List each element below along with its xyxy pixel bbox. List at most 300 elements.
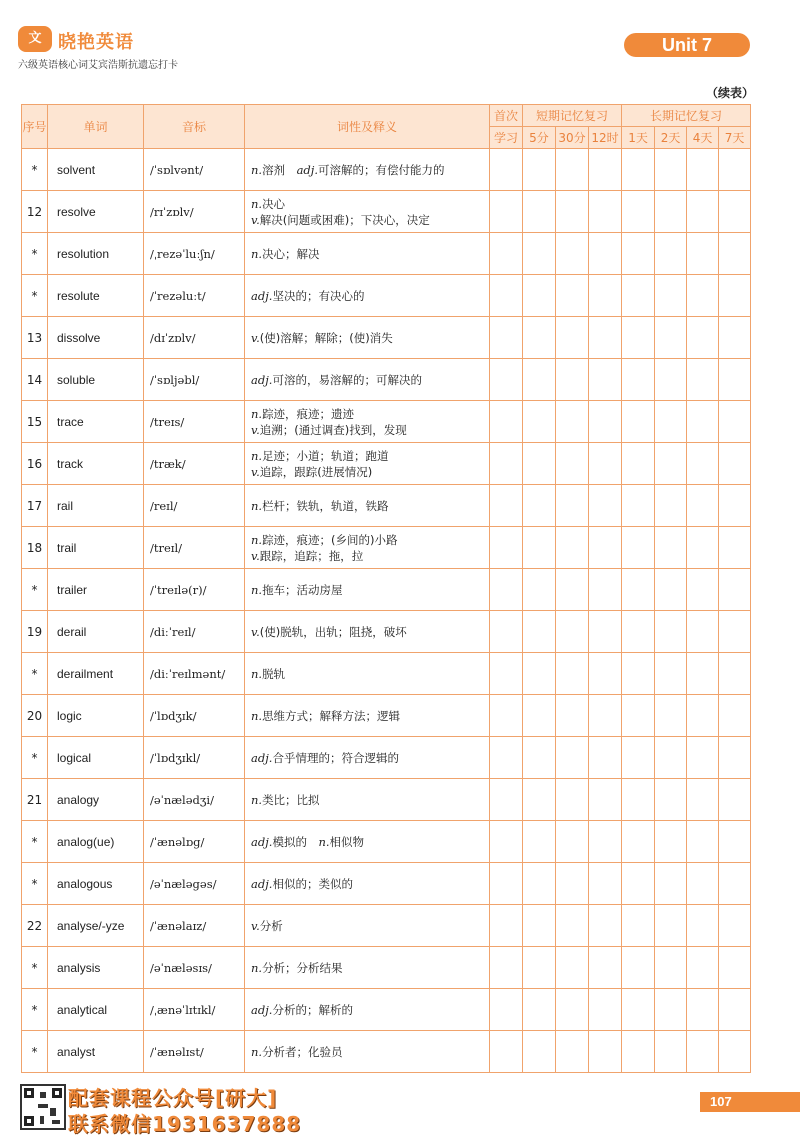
definition-segment [251,667,285,681]
review-checkbox-cell[interactable] [655,779,687,821]
row-phonetic: /ˈsɒljəbl/ [144,359,245,401]
review-checkbox-cell[interactable] [523,653,556,695]
review-checkbox-cell[interactable] [622,779,655,821]
review-checkbox-cell[interactable] [655,737,687,779]
review-checkbox-cell[interactable] [622,485,655,527]
review-checkbox-cell[interactable] [490,317,523,359]
review-checkbox-cell[interactable] [556,779,589,821]
review-checkbox-cell[interactable] [490,149,523,191]
table-row [22,821,751,863]
review-checkbox-cell[interactable] [556,149,589,191]
header-short-term: 短期记忆复习 [523,105,622,127]
definition-segment [251,961,343,975]
review-checkbox-cell[interactable] [687,989,719,1031]
page-footer [0,1076,800,1142]
review-checkbox-cell[interactable] [589,863,622,905]
review-checkbox-cell[interactable] [523,485,556,527]
row-word: analogy [48,779,144,821]
row-index: * [22,569,48,611]
review-checkbox-cell[interactable] [719,905,751,947]
review-checkbox-cell[interactable] [523,569,556,611]
review-checkbox-cell[interactable] [556,611,589,653]
review-checkbox-cell[interactable] [490,191,523,233]
review-checkbox-cell[interactable] [719,359,751,401]
meaning-text: 追溯；(通过调查)找到，发现 [259,422,407,437]
review-checkbox-cell[interactable] [655,611,687,653]
meaning-text: 相似物 [329,834,365,849]
review-checkbox-cell[interactable] [490,359,523,401]
review-checkbox-cell[interactable] [655,821,687,863]
review-checkbox-cell[interactable] [655,401,687,443]
row-definition [245,653,490,695]
review-checkbox-cell[interactable] [556,905,589,947]
row-index: 15 [22,401,48,443]
review-checkbox-cell[interactable] [556,317,589,359]
part-of-speech: adj. [251,876,273,891]
review-checkbox-cell[interactable] [556,737,589,779]
review-checkbox-cell[interactable] [490,569,523,611]
review-checkbox-cell[interactable] [556,485,589,527]
review-checkbox-cell[interactable] [589,611,622,653]
row-definition [245,947,490,989]
table-row [22,653,751,695]
row-definition [245,695,490,737]
table-row [22,149,751,191]
review-checkbox-cell[interactable] [622,569,655,611]
review-checkbox-cell[interactable] [523,737,556,779]
review-checkbox-cell[interactable] [687,317,719,359]
row-index: * [22,1031,48,1073]
row-index: 21 [22,779,48,821]
row-definition [245,317,490,359]
review-checkbox-cell[interactable] [655,485,687,527]
review-checkbox-cell[interactable] [719,989,751,1031]
review-checkbox-cell[interactable] [589,359,622,401]
definition-segment [251,331,393,345]
row-definition [245,527,490,569]
review-checkbox-cell[interactable] [655,359,687,401]
review-checkbox-cell[interactable] [589,401,622,443]
row-phonetic: /diːˈreɪl/ [144,611,245,653]
part-of-speech: adj. [251,288,273,303]
row-definition [245,1031,490,1073]
review-checkbox-cell[interactable] [719,443,751,485]
definition-segment [251,196,489,212]
row-phonetic: /ˈlɒdʒɪkl/ [144,737,245,779]
row-word: resolute [48,275,144,317]
review-checkbox-cell[interactable] [687,527,719,569]
review-checkbox-cell[interactable] [687,695,719,737]
part-of-speech: v. [251,212,260,227]
review-checkbox-cell[interactable] [719,1031,751,1073]
meaning-text: 分析的；解析的 [272,1002,353,1017]
definition-segment [251,709,400,723]
review-checkbox-cell[interactable] [655,905,687,947]
row-index: 12 [22,191,48,233]
row-word: derailment [48,653,144,695]
header-phonetic: 音标 [144,105,245,149]
review-checkbox-cell[interactable] [719,569,751,611]
review-checkbox-cell[interactable] [589,989,622,1031]
review-checkbox-cell[interactable] [523,401,556,443]
review-checkbox-cell[interactable] [523,695,556,737]
review-checkbox-cell[interactable] [655,191,687,233]
review-checkbox-cell[interactable] [622,527,655,569]
review-checkbox-cell[interactable] [622,611,655,653]
review-checkbox-cell[interactable] [719,821,751,863]
review-checkbox-cell[interactable] [687,233,719,275]
row-index: * [22,863,48,905]
review-checkbox-cell[interactable] [589,443,622,485]
row-index: * [22,275,48,317]
review-checkbox-cell[interactable] [556,989,589,1031]
review-checkbox-cell[interactable] [655,989,687,1031]
row-word: analog(ue) [48,821,144,863]
row-index: * [22,653,48,695]
review-checkbox-cell[interactable] [719,779,751,821]
review-checkbox-cell[interactable] [589,821,622,863]
review-checkbox-cell[interactable] [719,863,751,905]
review-checkbox-cell[interactable] [523,947,556,989]
review-checkbox-cell[interactable] [687,779,719,821]
review-checkbox-cell[interactable] [490,779,523,821]
review-checkbox-cell[interactable] [719,485,751,527]
row-definition [245,359,490,401]
definition-segment [251,448,489,464]
review-checkbox-cell[interactable] [719,317,751,359]
review-checkbox-cell[interactable] [622,275,655,317]
review-checkbox-cell[interactable] [719,233,751,275]
table-row [22,695,751,737]
row-phonetic: /əˈnæləgəs/ [144,863,245,905]
review-checkbox-cell[interactable] [556,653,589,695]
review-checkbox-cell[interactable] [655,695,687,737]
row-index: * [22,737,48,779]
review-checkbox-cell[interactable] [687,1031,719,1073]
review-checkbox-cell[interactable] [490,527,523,569]
review-checkbox-cell[interactable] [687,149,719,191]
review-checkbox-cell[interactable] [622,989,655,1031]
review-checkbox-cell[interactable] [687,947,719,989]
review-checkbox-cell[interactable] [655,233,687,275]
review-checkbox-cell[interactable] [523,527,556,569]
review-checkbox-cell[interactable] [687,863,719,905]
review-checkbox-cell[interactable] [719,611,751,653]
page-number: 107 [710,1094,732,1109]
meaning-text: 脱轨 [262,666,286,681]
part-of-speech: adj. [251,372,273,387]
definition-segment [251,1045,343,1059]
row-word: soluble [48,359,144,401]
table-row [22,905,751,947]
header-short-col: 5分 [523,127,556,149]
page-number-bar [700,1092,800,1112]
review-checkbox-cell[interactable] [622,695,655,737]
definition-segment [251,532,489,548]
review-checkbox-cell[interactable] [589,695,622,737]
review-checkbox-cell[interactable] [556,359,589,401]
review-checkbox-cell[interactable] [687,821,719,863]
review-checkbox-cell[interactable] [589,905,622,947]
header-long-col: 7天 [719,127,751,149]
definition-segment [251,919,283,933]
review-checkbox-cell[interactable] [622,737,655,779]
header-short-col: 30分 [556,127,589,149]
review-checkbox-cell[interactable] [719,947,751,989]
review-checkbox-cell[interactable] [622,947,655,989]
meaning-text: 溶剂 [262,162,297,177]
review-checkbox-cell[interactable] [523,233,556,275]
review-checkbox-cell[interactable] [556,1031,589,1073]
review-checkbox-cell[interactable] [523,443,556,485]
review-checkbox-cell[interactable] [589,233,622,275]
review-checkbox-cell[interactable] [556,233,589,275]
row-definition [245,569,490,611]
header-index: 序号 [22,105,48,149]
row-phonetic: /ˈænəlaɪz/ [144,905,245,947]
part-of-speech: n. [251,532,263,547]
review-checkbox-cell[interactable] [622,905,655,947]
review-checkbox-cell[interactable] [589,191,622,233]
qr-code-icon [20,1084,66,1130]
review-checkbox-cell[interactable] [655,149,687,191]
meaning-text: 栏杆；铁轨，轨道，铁路 [262,498,389,513]
brand-logo: 文 [18,26,52,52]
review-checkbox-cell[interactable] [687,191,719,233]
review-checkbox-cell[interactable] [490,737,523,779]
review-checkbox-cell[interactable] [687,359,719,401]
review-checkbox-cell[interactable] [719,275,751,317]
review-checkbox-cell[interactable] [655,527,687,569]
review-checkbox-cell[interactable] [719,191,751,233]
table-row [22,191,751,233]
review-checkbox-cell[interactable] [655,317,687,359]
meaning-text: 足迹；小道；轨道；跑道 [262,448,389,463]
review-checkbox-cell[interactable] [589,947,622,989]
review-checkbox-cell[interactable] [655,653,687,695]
review-checkbox-cell[interactable] [687,611,719,653]
review-checkbox-cell[interactable] [589,653,622,695]
definition-segment [251,247,320,261]
part-of-speech: n. [251,582,263,597]
row-index: 17 [22,485,48,527]
review-checkbox-cell[interactable] [523,149,556,191]
review-checkbox-cell[interactable] [622,233,655,275]
table-row [22,275,751,317]
row-word: analogous [48,863,144,905]
review-checkbox-cell[interactable] [655,1031,687,1073]
meaning-text: 思维方式；解释方法；逻辑 [262,708,401,723]
row-word: logic [48,695,144,737]
row-word: resolution [48,233,144,275]
review-checkbox-cell[interactable] [556,821,589,863]
brand-name: 晓艳英语 [58,32,134,53]
definition-segment [251,793,320,807]
review-checkbox-cell[interactable] [687,653,719,695]
review-checkbox-cell[interactable] [589,737,622,779]
part-of-speech: adj. [296,162,319,177]
review-checkbox-cell[interactable] [655,569,687,611]
review-checkbox-cell[interactable] [523,905,556,947]
row-definition [245,401,490,443]
review-checkbox-cell[interactable] [719,401,751,443]
review-checkbox-cell[interactable] [655,443,687,485]
review-checkbox-cell[interactable] [719,149,751,191]
review-checkbox-cell[interactable] [719,527,751,569]
meaning-text: 踪迹，痕迹；(乡间的)小路 [262,532,398,547]
definition-segment [318,835,364,849]
review-checkbox-cell[interactable] [589,527,622,569]
meaning-text: 类比；比拟 [262,792,320,807]
review-checkbox-cell[interactable] [687,905,719,947]
row-word: trail [48,527,144,569]
definition-segment [251,835,318,849]
meaning-text: 分析；分析结果 [262,960,343,975]
row-index: * [22,947,48,989]
review-checkbox-cell[interactable] [490,947,523,989]
review-checkbox-cell[interactable] [523,863,556,905]
review-checkbox-cell[interactable] [589,569,622,611]
review-checkbox-cell[interactable] [523,1031,556,1073]
table-row [22,527,751,569]
review-checkbox-cell[interactable] [622,653,655,695]
review-checkbox-cell[interactable] [556,695,589,737]
row-definition [245,485,490,527]
header-word: 单词 [48,105,144,149]
row-phonetic: /əˈnæləsɪs/ [144,947,245,989]
review-checkbox-cell[interactable] [523,989,556,1031]
review-checkbox-cell[interactable] [490,1031,523,1073]
review-checkbox-cell[interactable] [622,1031,655,1073]
review-checkbox-cell[interactable] [589,1031,622,1073]
row-definition [245,905,490,947]
row-definition [245,821,490,863]
row-phonetic: /træk/ [144,443,245,485]
review-checkbox-cell[interactable] [556,401,589,443]
book-subtitle: 六级英语核心词艾宾浩斯抗遗忘打卡 [18,60,178,71]
review-checkbox-cell[interactable] [687,275,719,317]
review-checkbox-cell[interactable] [523,611,556,653]
definition-segment [251,1003,353,1017]
definition-segment [251,548,489,564]
review-checkbox-cell[interactable] [490,821,523,863]
review-checkbox-cell[interactable] [523,821,556,863]
part-of-speech: n. [251,792,263,807]
review-checkbox-cell[interactable] [622,863,655,905]
meaning-text: 解决(问题或困难)；下决心，决定 [259,212,430,227]
review-checkbox-cell[interactable] [687,737,719,779]
review-checkbox-cell[interactable] [490,653,523,695]
review-checkbox-cell[interactable] [687,401,719,443]
vocab-table-wrap [21,104,750,1062]
promo-line-1: 配套课程公众号[研大] [68,1086,278,1110]
row-phonetic: /ˈlɒdʒɪk/ [144,695,245,737]
review-checkbox-cell[interactable] [556,947,589,989]
review-checkbox-cell[interactable] [687,485,719,527]
review-checkbox-cell[interactable] [490,443,523,485]
row-definition [245,443,490,485]
review-checkbox-cell[interactable] [523,275,556,317]
part-of-speech: v. [251,422,260,437]
review-checkbox-cell[interactable] [589,275,622,317]
header-definition: 词性及释义 [245,105,490,149]
review-checkbox-cell[interactable] [490,863,523,905]
table-row [22,233,751,275]
definition-segment [251,583,343,597]
review-checkbox-cell[interactable] [589,149,622,191]
review-checkbox-cell[interactable] [622,149,655,191]
review-checkbox-cell[interactable] [556,863,589,905]
review-checkbox-cell[interactable] [490,989,523,1031]
review-checkbox-cell[interactable] [490,611,523,653]
row-index: 22 [22,905,48,947]
review-checkbox-cell[interactable] [622,443,655,485]
row-definition [245,191,490,233]
review-checkbox-cell[interactable] [589,317,622,359]
review-checkbox-cell[interactable] [589,779,622,821]
row-phonetic: /əˈnælədʒi/ [144,779,245,821]
review-checkbox-cell[interactable] [523,359,556,401]
review-checkbox-cell[interactable] [655,947,687,989]
review-checkbox-cell[interactable] [687,569,719,611]
review-checkbox-cell[interactable] [655,863,687,905]
meaning-text: 合乎情理的；符合逻辑的 [272,750,399,765]
review-checkbox-cell[interactable] [556,443,589,485]
table-row [22,1031,751,1073]
review-checkbox-cell[interactable] [655,275,687,317]
definition-segment [251,373,422,387]
review-checkbox-cell[interactable] [556,569,589,611]
review-checkbox-cell[interactable] [523,191,556,233]
row-index: * [22,149,48,191]
review-checkbox-cell[interactable] [490,905,523,947]
review-checkbox-cell[interactable] [523,317,556,359]
review-checkbox-cell[interactable] [622,191,655,233]
review-checkbox-cell[interactable] [490,275,523,317]
unit-label: Unit 7 [624,33,750,57]
review-checkbox-cell[interactable] [719,695,751,737]
review-checkbox-cell[interactable] [622,401,655,443]
table-header [22,105,751,149]
review-checkbox-cell[interactable] [589,485,622,527]
review-checkbox-cell[interactable] [490,695,523,737]
review-checkbox-cell[interactable] [556,527,589,569]
header-long-term: 长期记忆复习 [622,105,751,127]
review-checkbox-cell[interactable] [556,191,589,233]
header-first-sub: 学习 [490,127,523,149]
table-row [22,317,751,359]
review-checkbox-cell[interactable] [687,443,719,485]
row-definition [245,737,490,779]
review-checkbox-cell[interactable] [490,233,523,275]
review-checkbox-cell[interactable] [622,317,655,359]
review-checkbox-cell[interactable] [719,653,751,695]
part-of-speech: n. [251,1044,263,1059]
table-row [22,611,751,653]
part-of-speech: n. [251,708,263,723]
table-body [22,149,751,1073]
review-checkbox-cell[interactable] [719,737,751,779]
review-checkbox-cell[interactable] [622,359,655,401]
row-phonetic: /ˌrezəˈluːʃn/ [144,233,245,275]
review-checkbox-cell[interactable] [622,821,655,863]
review-checkbox-cell[interactable] [523,779,556,821]
promo-line-2: 联系微信1931637888 [68,1112,302,1136]
review-checkbox-cell[interactable] [490,485,523,527]
row-word: derail [48,611,144,653]
review-checkbox-cell[interactable] [490,401,523,443]
review-checkbox-cell[interactable] [556,275,589,317]
